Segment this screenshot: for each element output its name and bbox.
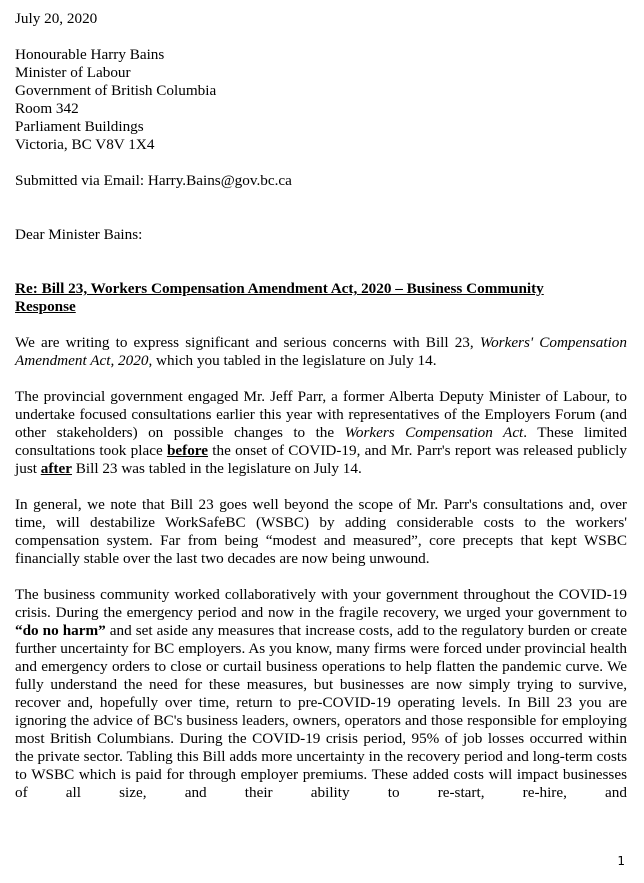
- emphasis-do-no-harm: “do no harm”: [15, 622, 106, 639]
- recipient-name: Honourable Harry Bains: [15, 46, 165, 63]
- paragraph-2: [15, 388, 627, 478]
- paragraph-1: [15, 334, 627, 370]
- recipient-building: Parliament Buildings: [15, 118, 144, 135]
- p2-text-c: the onset of COVID-19, and Mr. Parr's report was released publicly just: [15, 442, 627, 477]
- p1-text-end: , which you tabled in the legislature on July 14.: [148, 352, 437, 369]
- letter-page: [15, 10, 627, 802]
- salutation: Dear Minister Bains:: [15, 226, 143, 243]
- p2-text-b: . These limited consultations took place: [15, 424, 627, 459]
- submitted-via-email: Submitted via Email: Harry.Bains@gov.bc.ca: [15, 172, 292, 189]
- act-name: Workers Compensation Act: [344, 424, 524, 441]
- recipient-city: Victoria, BC V8V 1X4: [15, 136, 155, 153]
- recipient-address: [15, 46, 627, 154]
- subject-line: Re: Bill 23, Workers Compensation Amendment Act, 2020 – Business Community Response: [15, 280, 544, 315]
- p2-text-d: Bill 23 was tabled in the legislature on July 14.: [71, 460, 362, 477]
- emphasis-after: after: [40, 460, 72, 477]
- p4-text-b: and set aside any measures that increase costs, add to the regulatory burden or create further uncertainty for BC employers. As you know, many firms were forced under provincial health and emergency orders to close or curtail business operations to help flatten the pandemic curve. We fully understand the need for these measures, but businesses are now simply trying to survive, recover and, hopefully over time, return to pre-COVID-19 operating levels. In Bill 23 you are ignoring the advice of BC's business leaders, owners, operators and those responsible for employing most British Columbians. During the COVID-19 crisis period, 95% of job losses occurred within the private sector. Tabling this Bill adds more uncertainty in the recovery period and long-term costs to WSBC which is paid for through employer premiums. These added costs will impact businesses of all size, and their ability to re-start, re-hire, and: [15, 622, 627, 801]
- p2-text: The provincial government engaged Mr. Jeff Parr, a former Alberta Deputy Minister of Labour, to undertake focused consultations earlier this year with representatives of the Employers Forum (and other stakeholders) on possible changes to the: [15, 388, 627, 441]
- page-number: 1: [617, 854, 625, 868]
- recipient-room: Room 342: [15, 100, 79, 117]
- p4-text: The business community worked collaboratively with your government throughout the COVID-19 crisis. During the emergency period and now in the fragile recovery, we urged your government to: [15, 586, 627, 621]
- paragraph-4: [15, 586, 627, 802]
- recipient-title: Minister of Labour: [15, 64, 131, 81]
- emphasis-before: before: [166, 442, 208, 459]
- p1-text: We are writing to express significant and serious concerns with Bill 23,: [15, 334, 480, 351]
- letter-date: July 20, 2020: [15, 10, 98, 27]
- recipient-org: Government of British Columbia: [15, 82, 217, 99]
- act-title: Workers' Compensation Amendment Act, 2020: [15, 334, 627, 369]
- paragraph-3: In general, we note that Bill 23 goes well beyond the scope of Mr. Parr's consultations and, over time, will destabilize WorkSafeBC (WSBC) by adding considerable costs to the workers' compensation system. Far from being “modest and measured”, core precepts that kept WSBC financially stable over the last two decades are now being unwound.: [15, 496, 627, 567]
